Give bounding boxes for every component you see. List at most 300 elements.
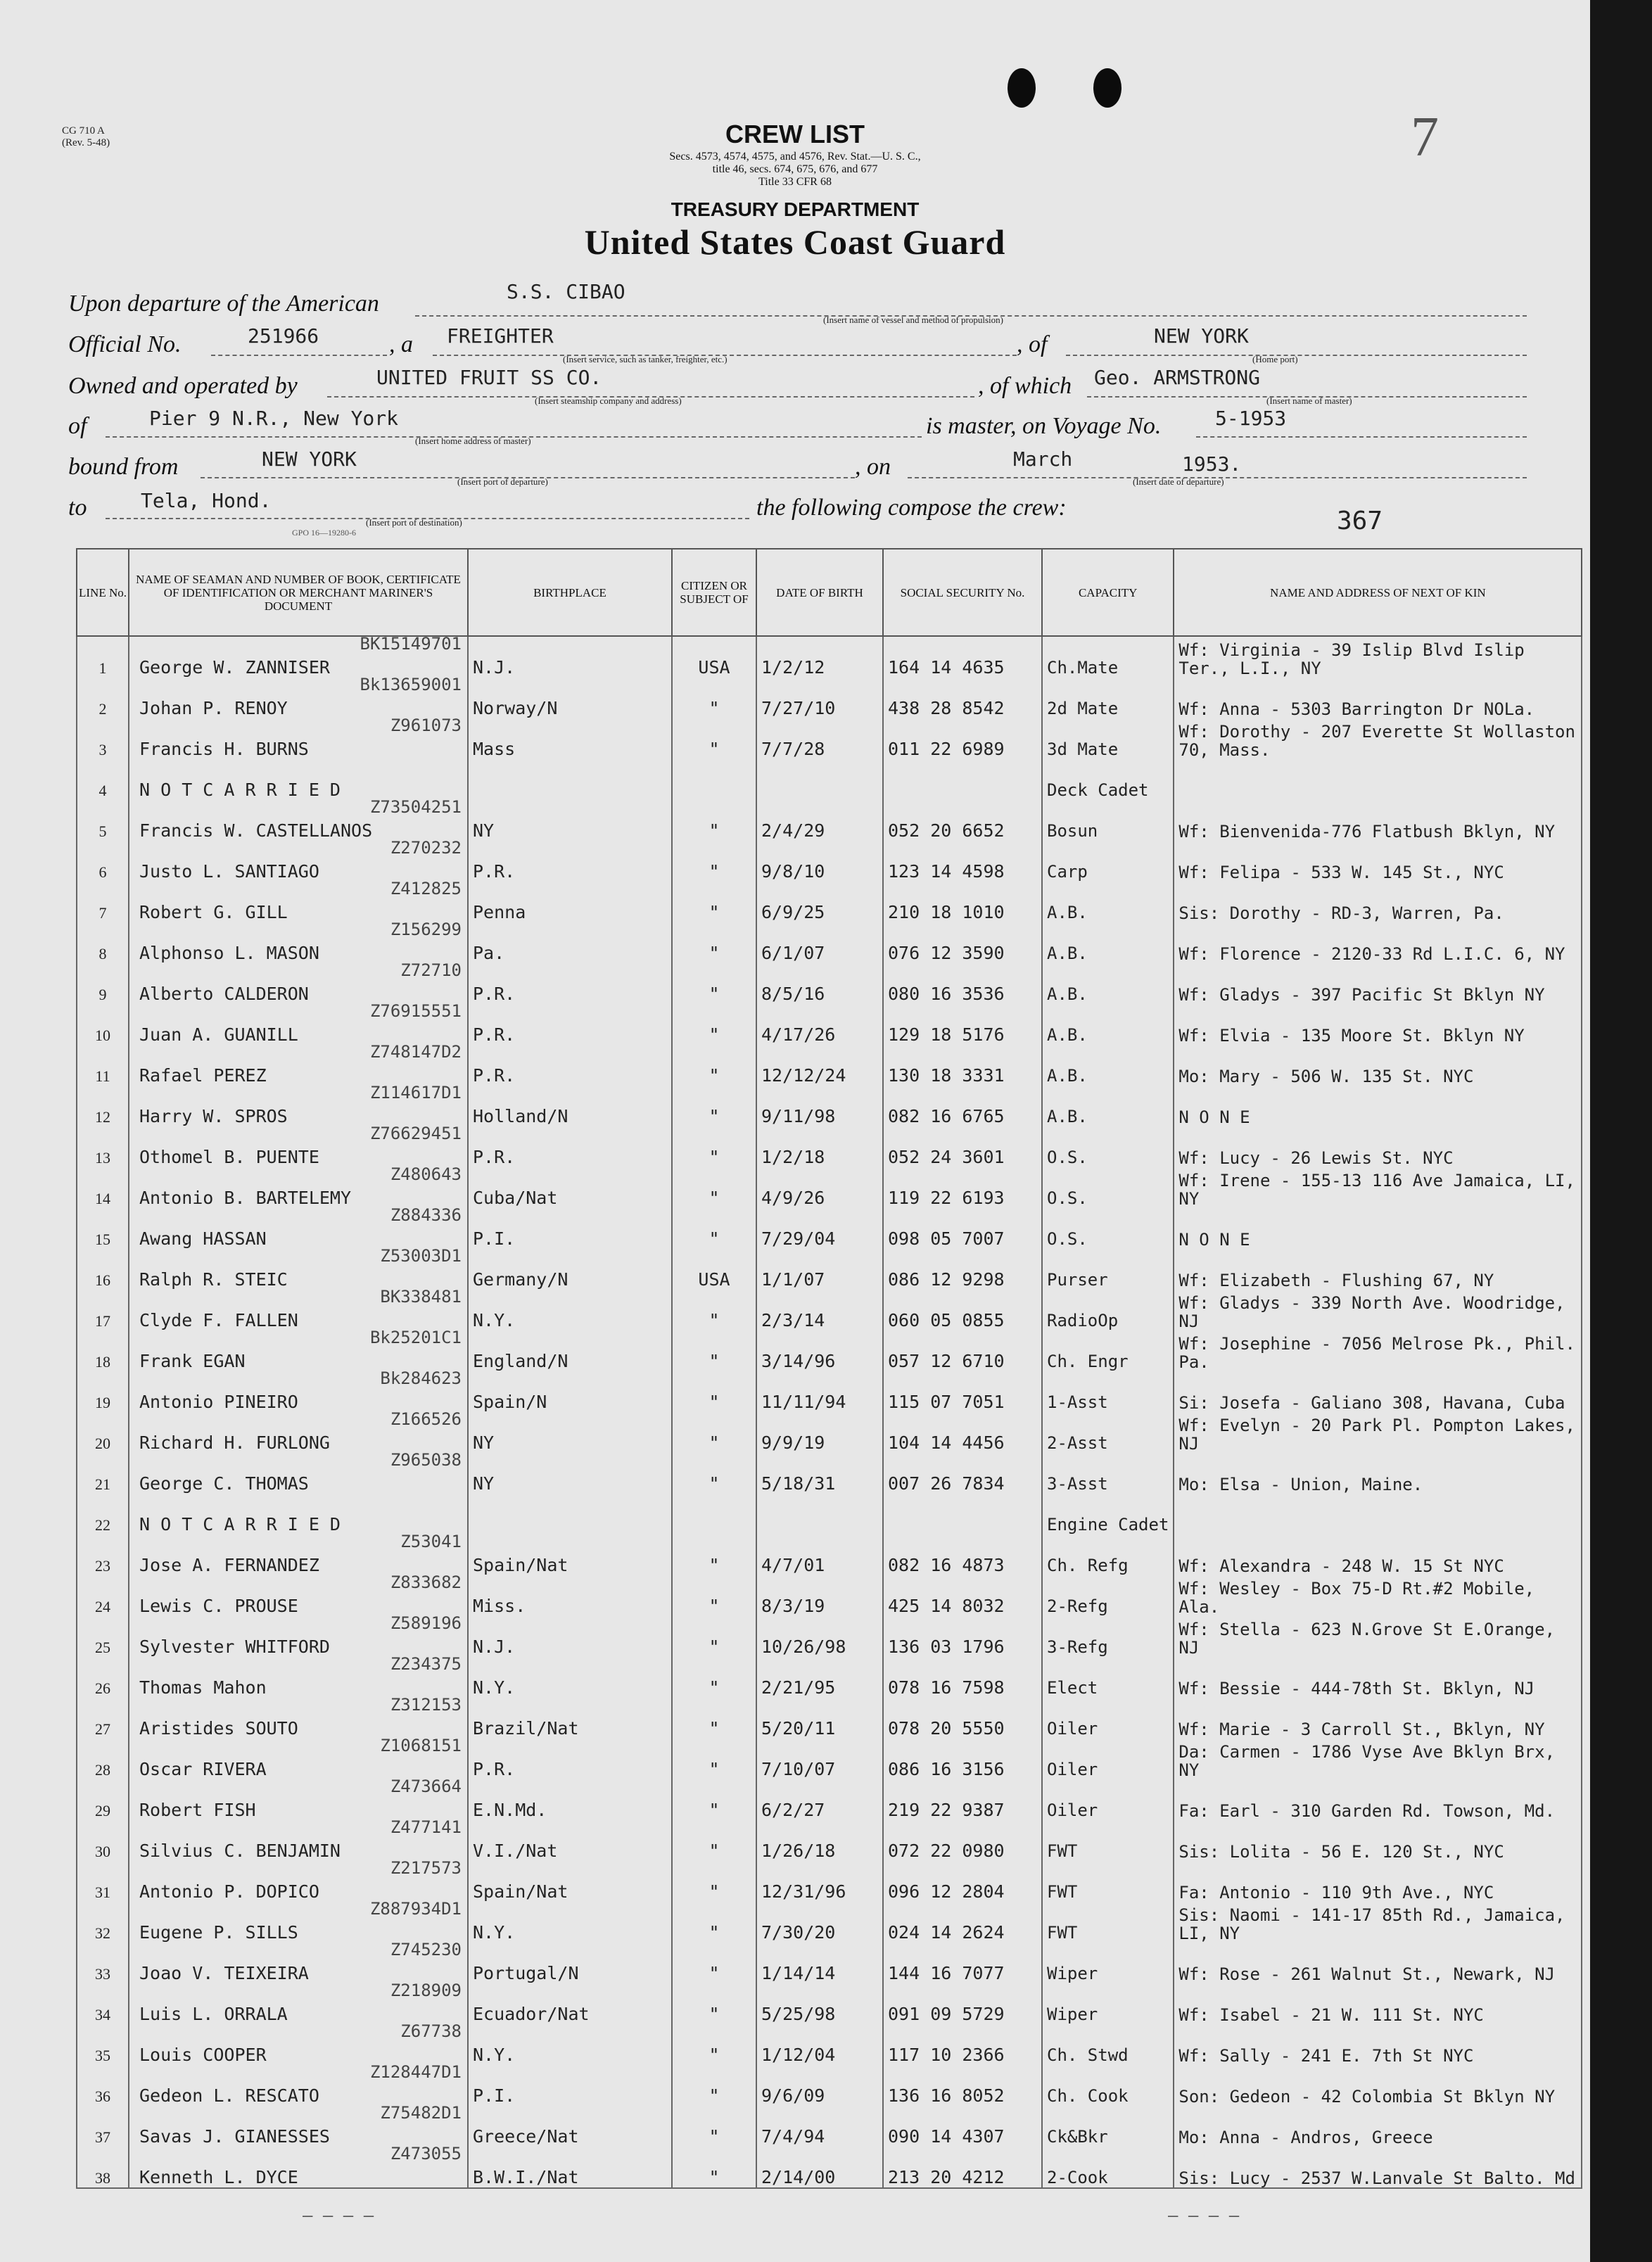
- cell-kin: [1174, 1535, 1582, 1575]
- name-text: Antonio B. BARTELEMY: [139, 1188, 352, 1208]
- capacity-text: A.B.: [1047, 1025, 1088, 1045]
- citizen-text: ": [709, 1473, 720, 1494]
- ssn-text: 098 05 7007: [888, 1228, 1005, 1249]
- document-number: Z961073: [390, 718, 462, 735]
- line-text: 18: [95, 1353, 110, 1371]
- cell-line: [77, 636, 129, 678]
- cell-name: [129, 1167, 468, 1208]
- birthplace-text: P.R.: [473, 1759, 516, 1779]
- table-row: [77, 1535, 1582, 1575]
- cell-ssn: [883, 1820, 1042, 1861]
- dob-text: 2/4/29: [761, 820, 825, 841]
- table-row: [77, 1861, 1582, 1902]
- name-text: Robert G. GILL: [139, 902, 288, 922]
- kin-text: Fa: Antonio - 110 9th Ave., NYC: [1178, 1883, 1494, 1902]
- table-row: [77, 1779, 1582, 1820]
- kin-text: Wf: Sally - 241 E. 7th St NYC: [1178, 2046, 1474, 2065]
- cell-kin: [1174, 2147, 1582, 2188]
- ssn-text: 115 07 7051: [888, 1392, 1005, 1412]
- capacity-text: FWT: [1047, 1882, 1078, 1902]
- cell-birthplace: [468, 1412, 672, 1453]
- to-label: to: [68, 495, 87, 521]
- bound-from-label: bound from: [68, 454, 179, 480]
- dob-text: 10/26/98: [761, 1637, 846, 1657]
- cell-kin: [1174, 1698, 1582, 1739]
- cell-ssn: [883, 1371, 1042, 1412]
- line-text: 17: [95, 1312, 110, 1330]
- cell-line: [77, 1575, 129, 1616]
- header-citizen: CITIZEN OR SUBJECT OF: [672, 549, 756, 636]
- table-row: [77, 1616, 1582, 1657]
- citizen-text: ": [709, 1881, 720, 1902]
- birthplace-text: P.R.: [473, 1147, 516, 1167]
- capacity-text: Oiler: [1047, 1760, 1098, 1779]
- cell-kin: [1174, 718, 1582, 759]
- name-text: Justo L. SANTIAGO: [139, 861, 319, 882]
- cell-ssn: [883, 2106, 1042, 2147]
- gpo-note: GPO 16—19280-6: [292, 528, 357, 538]
- cell-line: [77, 1126, 129, 1167]
- cell-kin: [1174, 1861, 1582, 1902]
- line-text: 36: [95, 2088, 110, 2105]
- cell-capacity: [1042, 1167, 1174, 1208]
- ssn-text: 123 14 4598: [888, 861, 1005, 882]
- birthplace-text: Penna: [473, 902, 526, 922]
- ssn-text: 129 18 5176: [888, 1024, 1005, 1045]
- table-row: [77, 1371, 1582, 1412]
- name-text: Sylvester WHITFORD: [139, 1637, 330, 1657]
- line-text: 35: [95, 2047, 110, 2064]
- cell-kin: [1174, 1330, 1582, 1371]
- cell-citizen: [672, 718, 756, 759]
- official-no-label: Official No.: [68, 331, 182, 357]
- kin-text: Wf: Marie - 3 Carroll St., Bklyn, NY: [1178, 1720, 1545, 1739]
- cell-kin: [1174, 678, 1582, 718]
- line-text: 26: [95, 1679, 110, 1697]
- ssn-text: 007 26 7834: [888, 1473, 1005, 1494]
- table-header-row: [77, 549, 1582, 636]
- capacity-text: Engine Cadet: [1047, 1515, 1169, 1535]
- cell-ssn: [883, 1290, 1042, 1330]
- cell-line: [77, 2024, 129, 2065]
- name-text: Kenneth L. DYCE: [139, 2167, 298, 2187]
- citizen-text: ": [709, 1392, 720, 1412]
- cell-kin: [1174, 882, 1582, 922]
- master-address-value: Pier 9 N.R., New York: [149, 407, 399, 430]
- citizen-text: ": [709, 698, 720, 718]
- cell-birthplace: [468, 636, 672, 678]
- dob-text: 5/20/11: [761, 1718, 836, 1739]
- birthplace-text: P.I.: [473, 1228, 516, 1249]
- line-text: 38: [95, 2169, 110, 2187]
- ssn-text: 096 12 2804: [888, 1881, 1005, 1902]
- kin-text: Sis: Lucy - 2537 W.Lanvale St Balto. Md: [1178, 2168, 1575, 2188]
- birthplace-text: N.Y.: [473, 1922, 516, 1943]
- table-row: [77, 1126, 1582, 1167]
- name-text: Harry W. SPROS: [139, 1106, 288, 1126]
- line-text: 32: [95, 1924, 110, 1942]
- birthplace-text: Spain/Nat: [473, 1555, 568, 1575]
- birthplace-text: Brazil/Nat: [473, 1718, 579, 1739]
- table-row: [77, 1412, 1582, 1453]
- form-number-code: CG 710 A: [62, 125, 105, 136]
- cell-line: [77, 1004, 129, 1045]
- cell-line: [77, 1820, 129, 1861]
- capacity-text: Ck&Bkr: [1047, 2127, 1108, 2147]
- kin-text: Wf: Gladys - 339 North Ave. Woodridge, NJ: [1178, 1293, 1565, 1330]
- cell-citizen: [672, 1698, 756, 1739]
- line-text: 14: [95, 1190, 110, 1207]
- cell-dob: [756, 2065, 883, 2106]
- table-row: [77, 1494, 1582, 1535]
- cell-capacity: [1042, 1371, 1174, 1412]
- cell-name: [129, 1861, 468, 1902]
- cell-dob: [756, 759, 883, 800]
- kin-text: Mo: Elsa - Union, Maine.: [1178, 1475, 1423, 1494]
- birthplace-text: Spain/Nat: [473, 1881, 568, 1902]
- document-number: Z473664: [390, 1779, 462, 1796]
- citizen-text: ": [709, 1188, 720, 1208]
- cell-capacity: [1042, 718, 1174, 759]
- cell-dob: [756, 922, 883, 963]
- line-text: 5: [99, 822, 107, 840]
- kin-text: Wf: Josephine - 7056 Melrose Pk., Phil. Pa.: [1178, 1334, 1575, 1371]
- cell-citizen: [672, 1126, 756, 1167]
- line-text: 4: [99, 782, 107, 799]
- cell-capacity: [1042, 1657, 1174, 1698]
- cell-citizen: [672, 1820, 756, 1861]
- cell-birthplace: [468, 1739, 672, 1779]
- cell-kin: [1174, 1657, 1582, 1698]
- table-row: [77, 1249, 1582, 1290]
- kin-text: Wf: Virginia - 39 Islip Blvd Islip Ter., L.I., NY: [1178, 640, 1525, 678]
- cell-birthplace: [468, 1453, 672, 1494]
- cell-capacity: [1042, 841, 1174, 882]
- cell-ssn: [883, 1453, 1042, 1494]
- document-number: Z53003D1: [380, 1249, 462, 1266]
- dob-text: 9/11/98: [761, 1106, 836, 1126]
- cell-line: [77, 1983, 129, 2024]
- kin-text: Wf: Felipa - 533 W. 145 St., NYC: [1178, 863, 1504, 882]
- cell-line: [77, 718, 129, 759]
- ssn-text: 082 16 6765: [888, 1106, 1005, 1126]
- kin-text: Fa: Earl - 310 Garden Rd. Towson, Md.: [1178, 1801, 1556, 1820]
- capacity-text: 1-Asst: [1047, 1392, 1108, 1412]
- dob-text: 1/26/18: [761, 1841, 836, 1861]
- cell-ssn: [883, 678, 1042, 718]
- table-row: [77, 2106, 1582, 2147]
- cell-capacity: [1042, 678, 1174, 718]
- table-row: [77, 1739, 1582, 1779]
- citizen-text: ": [709, 984, 720, 1004]
- cell-name: [129, 2106, 468, 2147]
- name-text: N O T C A R R I E D: [139, 780, 341, 800]
- capacity-text: Deck Cadet: [1047, 780, 1149, 800]
- line-text: 9: [99, 986, 107, 1003]
- name-text: Antonio P. DOPICO: [139, 1881, 319, 1902]
- cell-ssn: [883, 1779, 1042, 1820]
- cell-dob: [756, 678, 883, 718]
- date-note: (Insert date of departure): [1133, 476, 1224, 487]
- cell-citizen: [672, 1290, 756, 1330]
- cell-line: [77, 1086, 129, 1126]
- birthplace-text: P.R.: [473, 984, 516, 1004]
- capacity-text: Elect: [1047, 1678, 1098, 1698]
- cell-name: [129, 1126, 468, 1167]
- cell-birthplace: [468, 1086, 672, 1126]
- cell-dob: [756, 1004, 883, 1045]
- kin-text: Si: Josefa - Galiano 308, Havana, Cuba: [1178, 1393, 1565, 1412]
- table-row: [77, 1290, 1582, 1330]
- home-port-value: NEW YORK: [1154, 324, 1249, 348]
- document-number: Z748147D2: [369, 1045, 462, 1062]
- birthplace-text: P.I.: [473, 2085, 516, 2106]
- birthplace-text: N.Y.: [473, 2045, 516, 2065]
- cell-kin: [1174, 1249, 1582, 1290]
- cell-capacity: [1042, 1249, 1174, 1290]
- cell-name: [129, 636, 468, 678]
- citizen-text: ": [709, 1677, 720, 1698]
- cell-citizen: [672, 1861, 756, 1902]
- cell-ssn: [883, 636, 1042, 678]
- citizen-text: ": [709, 1065, 720, 1086]
- dob-text: 1/2/12: [761, 657, 825, 678]
- ssn-text: 136 03 1796: [888, 1637, 1005, 1657]
- ssn-text: 052 20 6652: [888, 820, 1005, 841]
- dob-text: 4/17/26: [761, 1024, 836, 1045]
- cell-citizen: [672, 1086, 756, 1126]
- ssn-text: 076 12 3590: [888, 943, 1005, 963]
- cell-dob: [756, 1657, 883, 1698]
- cell-ssn: [883, 1126, 1042, 1167]
- header-capacity: CAPACITY: [1042, 549, 1174, 636]
- citizen-text: ": [709, 2167, 720, 2187]
- cell-citizen: [672, 922, 756, 963]
- name-text: Aristides SOUTO: [139, 1718, 298, 1739]
- cell-citizen: [672, 2024, 756, 2065]
- cell-citizen: [672, 1779, 756, 1820]
- table-row: [77, 1086, 1582, 1126]
- home-port-note: (Home port): [1252, 354, 1298, 364]
- name-text: Johan P. RENOY: [139, 698, 288, 718]
- cell-line: [77, 1698, 129, 1739]
- name-text: Savas J. GIANESSES: [139, 2126, 330, 2147]
- cell-capacity: [1042, 759, 1174, 800]
- citizen-text: ": [709, 1555, 720, 1575]
- capacity-text: Wiper: [1047, 2004, 1098, 2024]
- table-row: [77, 922, 1582, 963]
- cell-dob: [756, 1453, 883, 1494]
- cell-name: [129, 1208, 468, 1249]
- dob-text: 8/5/16: [761, 984, 825, 1004]
- table-row: [77, 841, 1582, 882]
- cell-ssn: [883, 922, 1042, 963]
- document-number: Z965038: [390, 1453, 462, 1470]
- cell-birthplace: [468, 1861, 672, 1902]
- dob-text: 5/18/31: [761, 1473, 836, 1494]
- dob-text: 2/3/14: [761, 1310, 825, 1330]
- document-number: Z589196: [390, 1616, 462, 1633]
- cell-citizen: [672, 1208, 756, 1249]
- line-text: 3: [99, 741, 107, 758]
- cell-citizen: [672, 1371, 756, 1412]
- cell-capacity: [1042, 1412, 1174, 1453]
- cell-citizen: [672, 678, 756, 718]
- table-row: [77, 1657, 1582, 1698]
- ssn-text: 024 14 2624: [888, 1922, 1005, 1943]
- citizen-text: ": [709, 2004, 720, 2024]
- table-row: [77, 1902, 1582, 1943]
- document-number: Z270232: [390, 841, 462, 858]
- birthplace-text: NY: [473, 1432, 495, 1453]
- cell-citizen: [672, 759, 756, 800]
- document-number: Z833682: [390, 1575, 462, 1592]
- document-number: Z128447D1: [369, 2065, 462, 2082]
- crew-table: [76, 548, 1582, 2189]
- cell-name: [129, 718, 468, 759]
- cell-name: [129, 1820, 468, 1861]
- line-text: 37: [95, 2128, 110, 2146]
- name-text: Alberto CALDERON: [139, 984, 309, 1004]
- cell-capacity: [1042, 922, 1174, 963]
- kin-text: Wf: Anna - 5303 Barrington Dr NOLa.: [1178, 699, 1535, 718]
- birthplace-text: Cuba/Nat: [473, 1188, 558, 1208]
- dob-text: 11/11/94: [761, 1392, 846, 1412]
- cell-dob: [756, 1943, 883, 1983]
- cell-dob: [756, 1902, 883, 1943]
- name-text: Luis L. ORRALA: [139, 2004, 288, 2024]
- cell-ssn: [883, 718, 1042, 759]
- header-dob: DATE OF BIRTH: [756, 549, 883, 636]
- table-row: [77, 2024, 1582, 2065]
- cell-dob: [756, 1167, 883, 1208]
- owned-label: Owned and operated by: [68, 373, 298, 399]
- on-label: , on: [855, 454, 891, 480]
- cell-kin: [1174, 1494, 1582, 1535]
- cell-name: [129, 1330, 468, 1371]
- dob-text: 6/2/27: [761, 1800, 825, 1820]
- birthplace-text: V.I./Nat: [473, 1841, 558, 1861]
- line-text: 11: [95, 1067, 110, 1085]
- capacity-text: Ch. Cook: [1047, 2086, 1129, 2106]
- cell-name: [129, 1045, 468, 1086]
- capacity-text: 3-Asst: [1047, 1474, 1108, 1494]
- document-number: Z887934D1: [369, 1902, 462, 1919]
- cell-kin: [1174, 1779, 1582, 1820]
- form-title: CREW LIST: [725, 120, 865, 148]
- kin-text: Wf: Rose - 261 Walnut St., Newark, NJ: [1178, 1964, 1556, 1983]
- kin-text: Wf: Evelyn - 20 Park Pl. Pompton Lakes, NJ: [1178, 1416, 1575, 1453]
- kin-text: Wf: Wesley - Box 75-D Rt.#2 Mobile, Ala.: [1178, 1579, 1535, 1616]
- cell-citizen: [672, 2147, 756, 2188]
- cell-ssn: [883, 1616, 1042, 1657]
- citizen-text: ": [709, 1963, 720, 1983]
- cell-capacity: [1042, 2065, 1174, 2106]
- dob-text: 9/8/10: [761, 861, 825, 882]
- name-text: Gedeon L. RESCATO: [139, 2085, 319, 2106]
- dob-text: 1/14/14: [761, 1963, 836, 1983]
- kin-text: Wf: Florence - 2120-33 Rd L.I.C. 6, NY: [1178, 944, 1565, 963]
- cell-ssn: [883, 2065, 1042, 2106]
- ssn-text: 060 05 0855: [888, 1310, 1005, 1330]
- line-text: 24: [95, 1598, 110, 1615]
- birthplace-text: Portugal/N: [473, 1963, 579, 1983]
- document-number: Z114617D1: [369, 1086, 462, 1103]
- line-text: 25: [95, 1639, 110, 1656]
- cell-citizen: [672, 1902, 756, 1943]
- cell-kin: [1174, 1453, 1582, 1494]
- line-text: 33: [95, 1965, 110, 1983]
- bottom-edge-marks-left: — — — —: [303, 2206, 374, 2225]
- cell-citizen: [672, 1943, 756, 1983]
- capacity-text: Ch. Stwd: [1047, 2045, 1129, 2065]
- table-row: [77, 1983, 1582, 2024]
- cell-capacity: [1042, 1004, 1174, 1045]
- cell-capacity: [1042, 1290, 1174, 1330]
- document-number: Bk25201C1: [369, 1330, 462, 1347]
- birthplace-text: NY: [473, 820, 495, 841]
- ssn-text: 078 20 5550: [888, 1718, 1005, 1739]
- capacity-text: FWT: [1047, 1841, 1078, 1861]
- destination-note: (Insert port of destination): [366, 517, 462, 528]
- cell-name: [129, 1004, 468, 1045]
- cell-name: [129, 922, 468, 963]
- cell-kin: [1174, 1290, 1582, 1330]
- cell-dob: [756, 841, 883, 882]
- cell-line: [77, 963, 129, 1004]
- dob-text: 1/1/07: [761, 1269, 825, 1290]
- citizen-text: ": [709, 1596, 720, 1616]
- document-number: Z156299: [390, 922, 462, 939]
- ssn-text: 091 09 5729: [888, 2004, 1005, 2024]
- cell-line: [77, 922, 129, 963]
- capacity-text: 2-Refg: [1047, 1596, 1108, 1616]
- birthplace-text: Miss.: [473, 1596, 526, 1616]
- birthplace-text: N.Y.: [473, 1310, 516, 1330]
- cell-citizen: [672, 1575, 756, 1616]
- cell-capacity: [1042, 963, 1174, 1004]
- dob-text: 4/9/26: [761, 1188, 825, 1208]
- citizen-text: ": [709, 1106, 720, 1126]
- cell-kin: [1174, 922, 1582, 963]
- table-row: [77, 718, 1582, 759]
- ssn-text: 438 28 8542: [888, 698, 1005, 718]
- name-text: Silvius C. BENJAMIN: [139, 1841, 341, 1861]
- cell-name: [129, 2147, 468, 2188]
- table-row: [77, 1330, 1582, 1371]
- birthplace-text: Germany/N: [473, 1269, 568, 1290]
- cell-capacity: [1042, 1616, 1174, 1657]
- cell-birthplace: [468, 2106, 672, 2147]
- cell-kin: [1174, 636, 1582, 678]
- line-text: 16: [95, 1271, 110, 1289]
- cell-line: [77, 1249, 129, 1290]
- document-number: BK15149701: [360, 636, 462, 654]
- name-text: Eugene P. SILLS: [139, 1922, 298, 1943]
- cell-dob: [756, 2147, 883, 2188]
- statute-line-1: Secs. 4573, 4574, 4575, and 4576, Rev. Stat.—U. S. C.,: [669, 151, 921, 163]
- cell-name: [129, 1371, 468, 1412]
- cell-line: [77, 2065, 129, 2106]
- kin-text: Sis: Lolita - 56 E. 120 St., NYC: [1178, 1842, 1504, 1861]
- cell-birthplace: [468, 1045, 672, 1086]
- cell-birthplace: [468, 1535, 672, 1575]
- document-number: Z477141: [390, 1820, 462, 1837]
- cell-line: [77, 2147, 129, 2188]
- crew-number-value: 367: [1337, 507, 1383, 535]
- capacity-text: Ch. Refg: [1047, 1556, 1129, 1575]
- cell-capacity: [1042, 1086, 1174, 1126]
